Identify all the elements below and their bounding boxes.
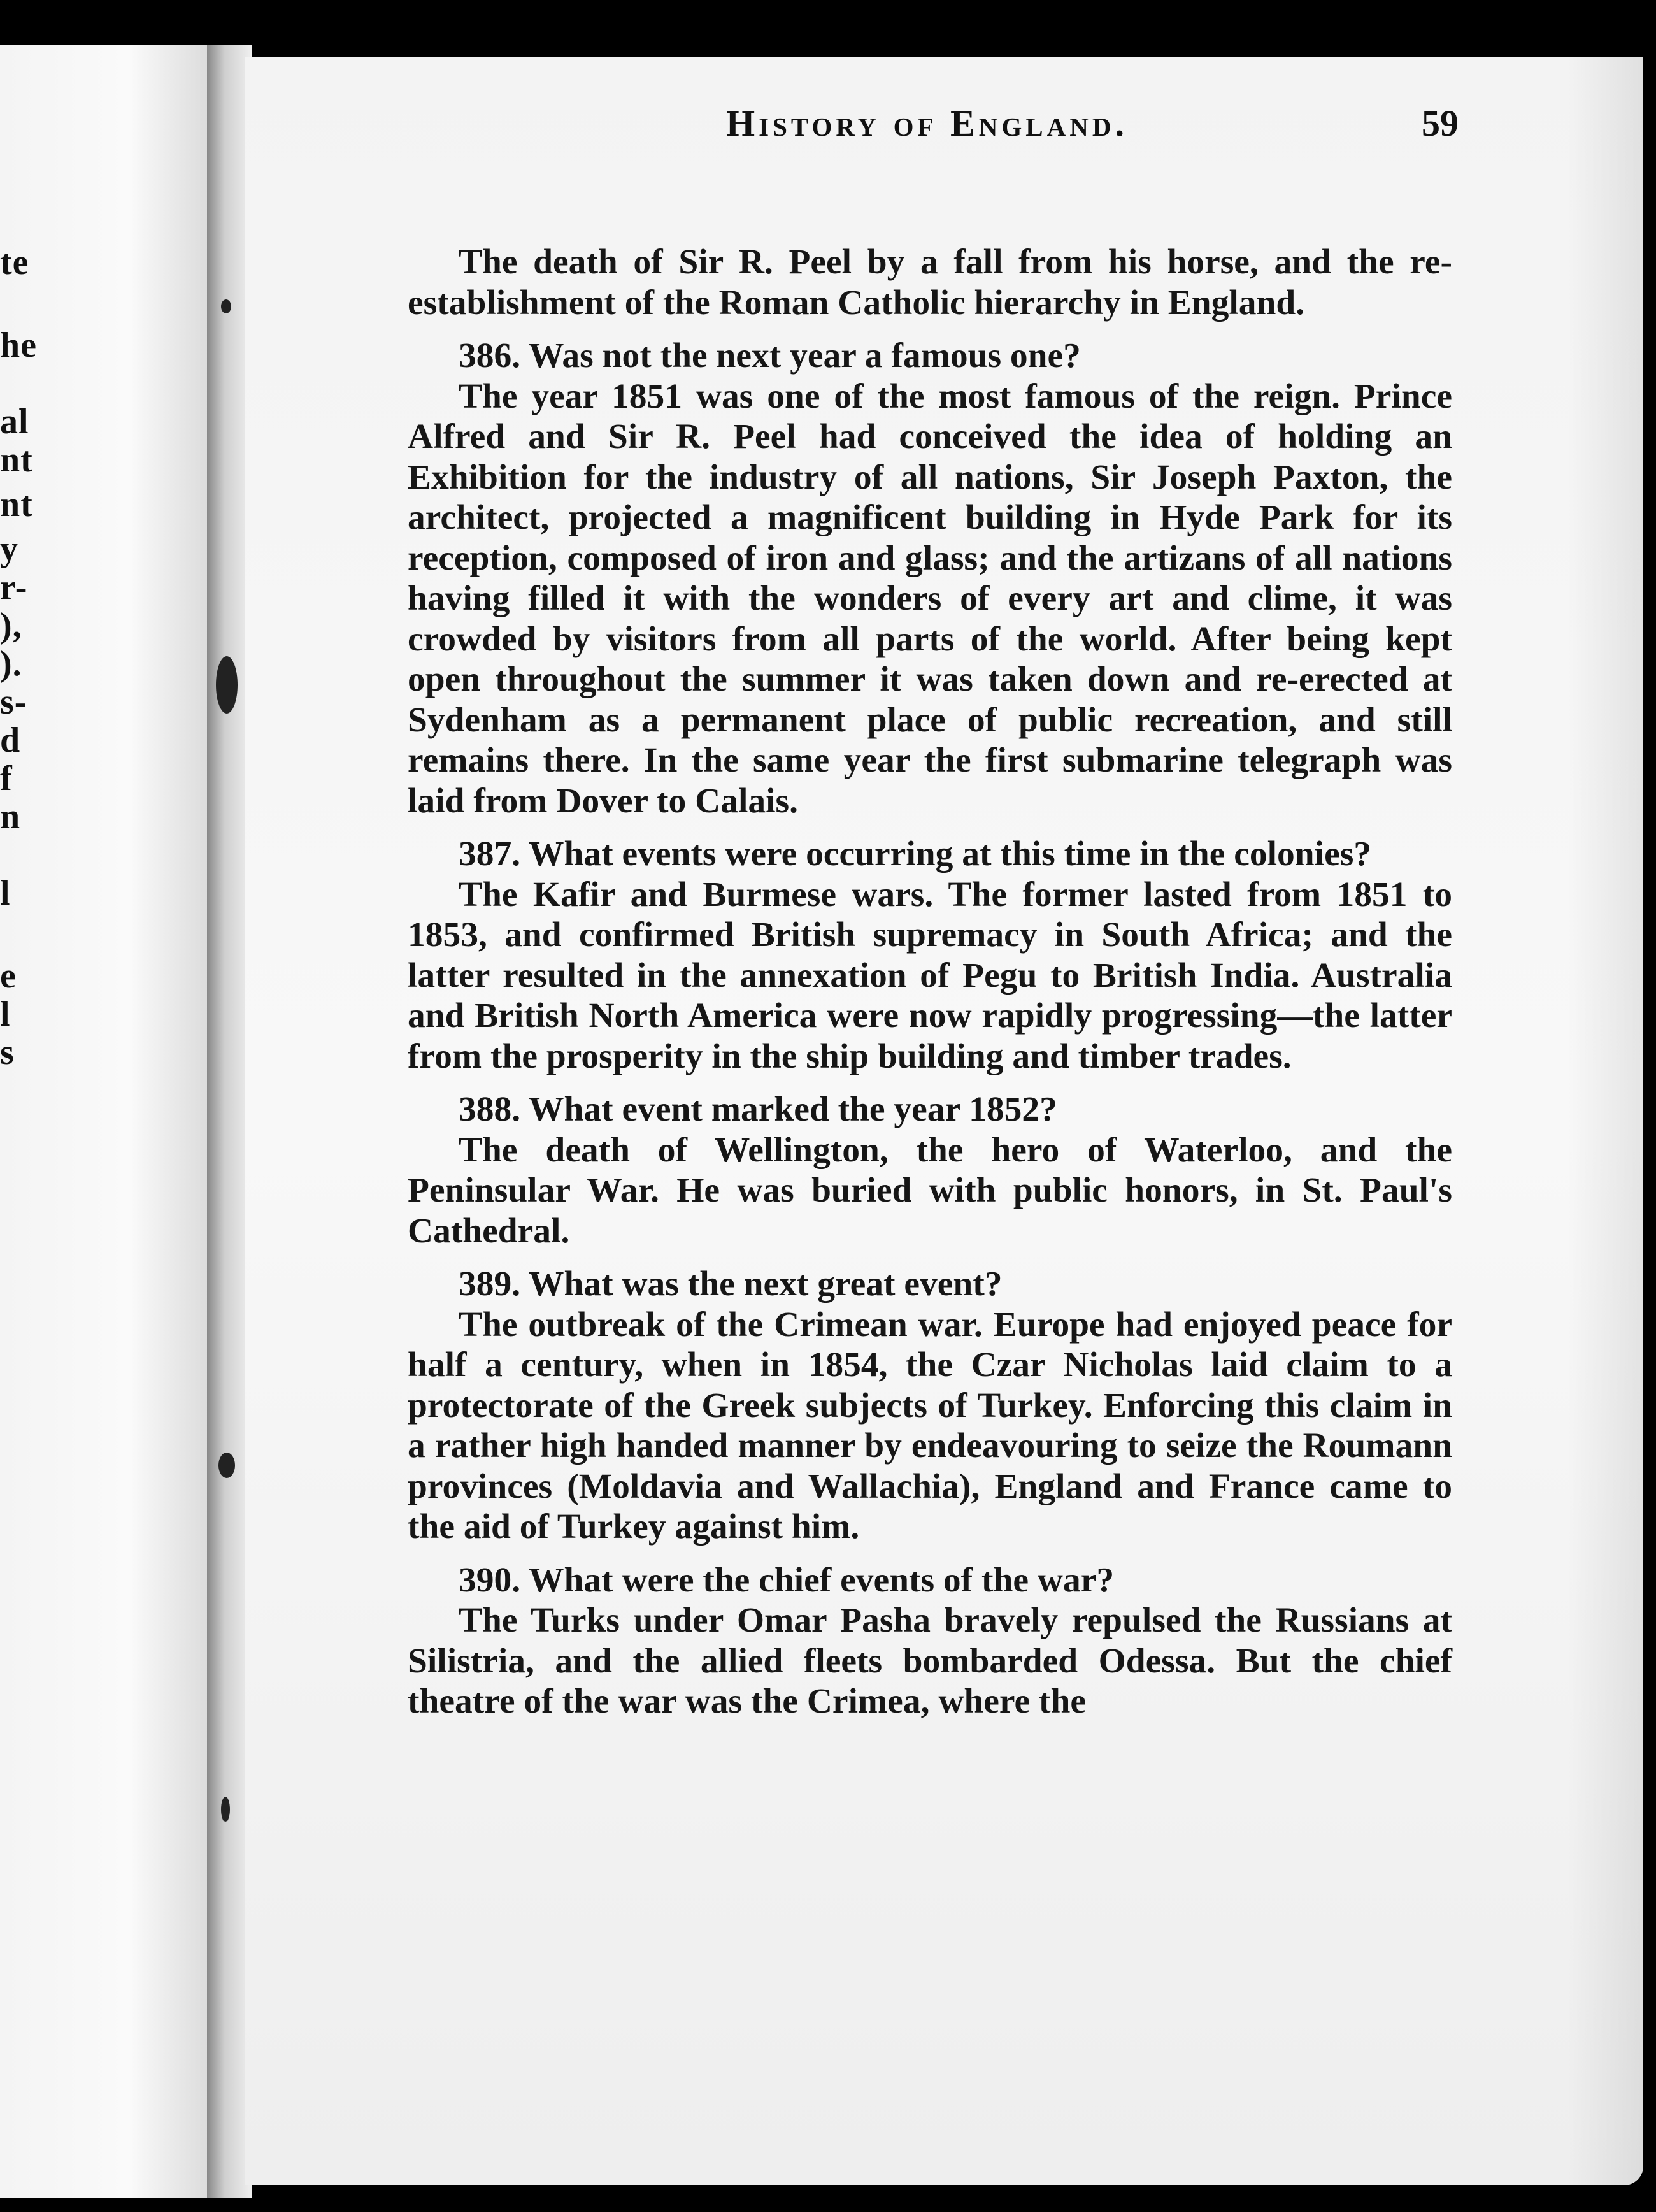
- left-page-fragment: l: [0, 873, 11, 913]
- page-body: [408, 242, 1452, 1722]
- left-page-fragment: ).: [0, 644, 22, 684]
- answer-389: The outbreak of the Crimean war. Europe had enjoyed peace for half a century, when in 1854, the Czar Nicholas laid claim to a protectorate of the Greek subjects of Turkey. Enforcing this claim in a rather high handed manner by endeavouring to seize the Roumann provinces (Moldavia and Wallachia), England and France came to the aid of Turkey against him.: [408, 1305, 1452, 1546]
- left-page-fragment: l: [0, 995, 11, 1034]
- left-page-fragment: n: [0, 797, 21, 837]
- answer-388: The death of Wellington, the hero of Waterloo, and the Peninsular War. He was buried with public honors, in St. Paul's Cathedral.: [408, 1130, 1452, 1251]
- left-page-fragment: e: [0, 956, 17, 996]
- answer-387: The Kafir and Burmese wars. The former lasted from 1851 to 1853, and confirmed British supremacy in South Africa; and the latter resulted in the annexation of Pegu to British India. Australia and British North America were now rapidly progressing—the latter from the prosperity in the ship building and timber trades.: [408, 875, 1452, 1076]
- left-page-fragment: nt: [0, 485, 33, 524]
- running-title: History of England.: [726, 103, 1128, 144]
- binding-mark: [221, 1797, 230, 1822]
- left-page-fragment: te: [0, 243, 29, 282]
- left-page-fragment: f: [0, 759, 13, 798]
- left-page-fragment: he: [0, 326, 37, 365]
- page-shadow: [1567, 57, 1643, 2185]
- binding-mark: [221, 299, 231, 313]
- continuation-paragraph: The death of Sir R. Peel by a fall from his horse, and the re-establishment of the Roman Catholic hierarchy in England.: [408, 243, 1452, 322]
- left-page-fragment: nt: [0, 440, 33, 480]
- question-386: 386. Was not the next year a famous one?: [459, 336, 1081, 375]
- running-header: [726, 102, 1478, 153]
- answer-386: The year 1851 was one of the most famous of the reign. Prince Alfred and Sir R. Peel had conceived the idea of holding an Exhibition for the industry of all nations, Sir Joseph Paxton, the architect, projected a magnificent building in Hyde Park for its reception, composed of iron and glass; and the artizans of all nations having filled it with the wonders of every art and clime, it was crowded by visitors from all parts of the world. After being kept open throughout the summer it was taken down and re-erected at Sydenham as a permanent place of public recreation, and still remains there. In the same year the first submarine telegraph was laid from Dover to Calais.: [408, 377, 1452, 821]
- left-page-fragment: y: [0, 529, 18, 569]
- left-page-fragment: al: [0, 402, 29, 442]
- binding-mark: [218, 1453, 235, 1478]
- answer-390: The Turks under Omar Pasha bravely repulsed the Russians at Silistria, and the allied fleets bombarded Odessa. But the chief theatre of the war was the Crimea, where the: [408, 1601, 1452, 1721]
- left-page-fragment: s-: [0, 682, 27, 722]
- page-number: 59: [1422, 103, 1459, 144]
- question-387: 387. What events were occurring at this time in the colonies?: [459, 835, 1372, 873]
- question-389: 389. What was the next great event?: [459, 1265, 1003, 1304]
- left-page-fragment: r-: [0, 568, 28, 607]
- question-388: 388. What event marked the year 1852?: [459, 1090, 1057, 1129]
- left-page-fragment: d: [0, 721, 21, 760]
- binding-mark: [216, 656, 238, 714]
- left-page-fragment: s: [0, 1033, 15, 1072]
- question-390: 390. What were the chief events of the war?: [459, 1560, 1115, 1600]
- left-page-fragment: ),: [0, 606, 22, 645]
- left-page-edge: [0, 45, 217, 2198]
